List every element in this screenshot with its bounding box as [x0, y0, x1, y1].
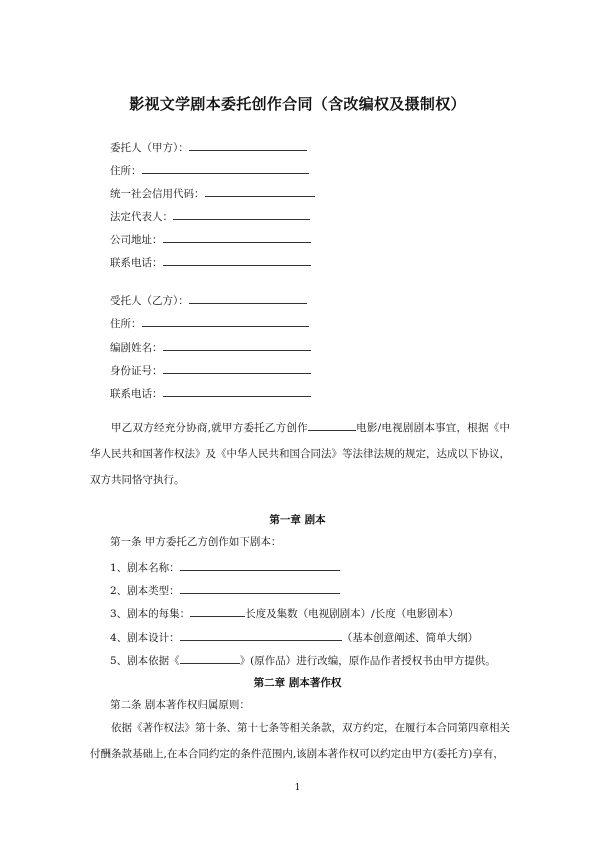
field-label: 编剧姓名：: [110, 342, 163, 354]
party-a-legal-rep-field: [110, 208, 310, 224]
chapter-2-heading: 第二章 剧本著作权: [253, 677, 342, 689]
field-blank: [173, 208, 310, 220]
intro-text-2: 电影/电视剧剧本事宜，根据《中华人民共和国著作权法》及《中华人民共和国合同法》等法律法规的规定，达成以下协议，双方共同恪守执行。: [90, 422, 510, 486]
article-1: 第一条 甲方委托乙方创作如下剧本：: [110, 536, 282, 548]
item-label: 1、剧本名称：: [110, 562, 180, 574]
item-blank: [180, 652, 240, 664]
item-suffix: （基本创意阐述、简单大纲）: [341, 632, 479, 644]
page-number: 1: [294, 783, 301, 793]
item-blank: [180, 559, 340, 571]
item-blank: [180, 629, 342, 641]
item-label: 3、剧本的每集：: [110, 608, 191, 620]
field-blank: [163, 385, 311, 397]
script-episode-line: [110, 605, 459, 621]
item-label: 5、剧本依据《: [110, 655, 180, 667]
script-adaptation-line: [110, 652, 496, 668]
copyright-paragraph: [90, 715, 510, 767]
item-label: 4、剧本设计：: [110, 632, 180, 644]
item-blank: [190, 605, 245, 617]
film-title-blank: [308, 419, 356, 431]
party-a-address-field: [110, 162, 309, 178]
party-b-writer-name-field: [110, 339, 311, 355]
field-blank: [163, 231, 311, 243]
party-a-credit-code-field: [110, 185, 315, 201]
field-blank: [189, 292, 307, 304]
copyright-text: 依据《著作权法》第十条、第十七条等相关条款，双方约定，在履行本合同第四章相关付酬条款基础上,在本合同约定的条件范围内,该剧本著作权可以约定由甲方(委托方)享有，: [90, 722, 510, 760]
article-2: 第二条 剧本著作权归属原则：: [110, 699, 250, 711]
item-suffix: 》(原作品）进行改编，原作品作者授权书由甲方提供。: [239, 655, 496, 667]
field-label: 委托人（甲方）：: [110, 142, 189, 154]
field-blank: [142, 315, 309, 327]
field-blank: [163, 254, 311, 266]
party-b-id-number-field: [110, 362, 311, 378]
field-label: 联系电话：: [110, 257, 163, 269]
chapter-1-heading: 第一章 剧本: [269, 514, 326, 526]
party-a-phone-field: [110, 254, 311, 270]
field-blank: [142, 162, 309, 174]
item-label: 2、剧本类型：: [110, 585, 180, 597]
item-suffix: 长度及集数（电视剧剧本）/长度（电影剧本）: [245, 608, 459, 620]
item-blank: [180, 582, 340, 594]
party-b-name-field: [110, 292, 307, 308]
field-blank: [189, 139, 307, 151]
field-blank: [163, 362, 311, 374]
script-design-line: [110, 629, 478, 645]
field-label: 法定代表人：: [110, 211, 173, 223]
field-label: 住所：: [110, 318, 142, 330]
intro-paragraph: [90, 415, 510, 493]
party-b-address-field: [110, 315, 309, 331]
field-label: 身份证号：: [110, 365, 163, 377]
field-blank: [163, 339, 311, 351]
party-a-name-field: [110, 139, 307, 155]
field-label: 住所：: [110, 165, 142, 177]
party-b-phone-field: [110, 385, 311, 401]
script-name-line: [110, 559, 340, 575]
field-blank: [205, 185, 315, 197]
document-title: 影视文学剧本委托创作合同（含改编权及摄制权）: [129, 95, 466, 113]
intro-text-1: 甲乙双方经充分协商,就甲方委托乙方创作: [111, 422, 308, 434]
field-label: 公司地址：: [110, 234, 163, 246]
field-label: 受托人（乙方）：: [110, 295, 189, 307]
script-type-line: [110, 582, 340, 598]
party-a-company-address-field: [110, 231, 311, 247]
field-label: 联系电话：: [110, 388, 163, 400]
field-label: 统一社会信用代码：: [110, 188, 205, 200]
